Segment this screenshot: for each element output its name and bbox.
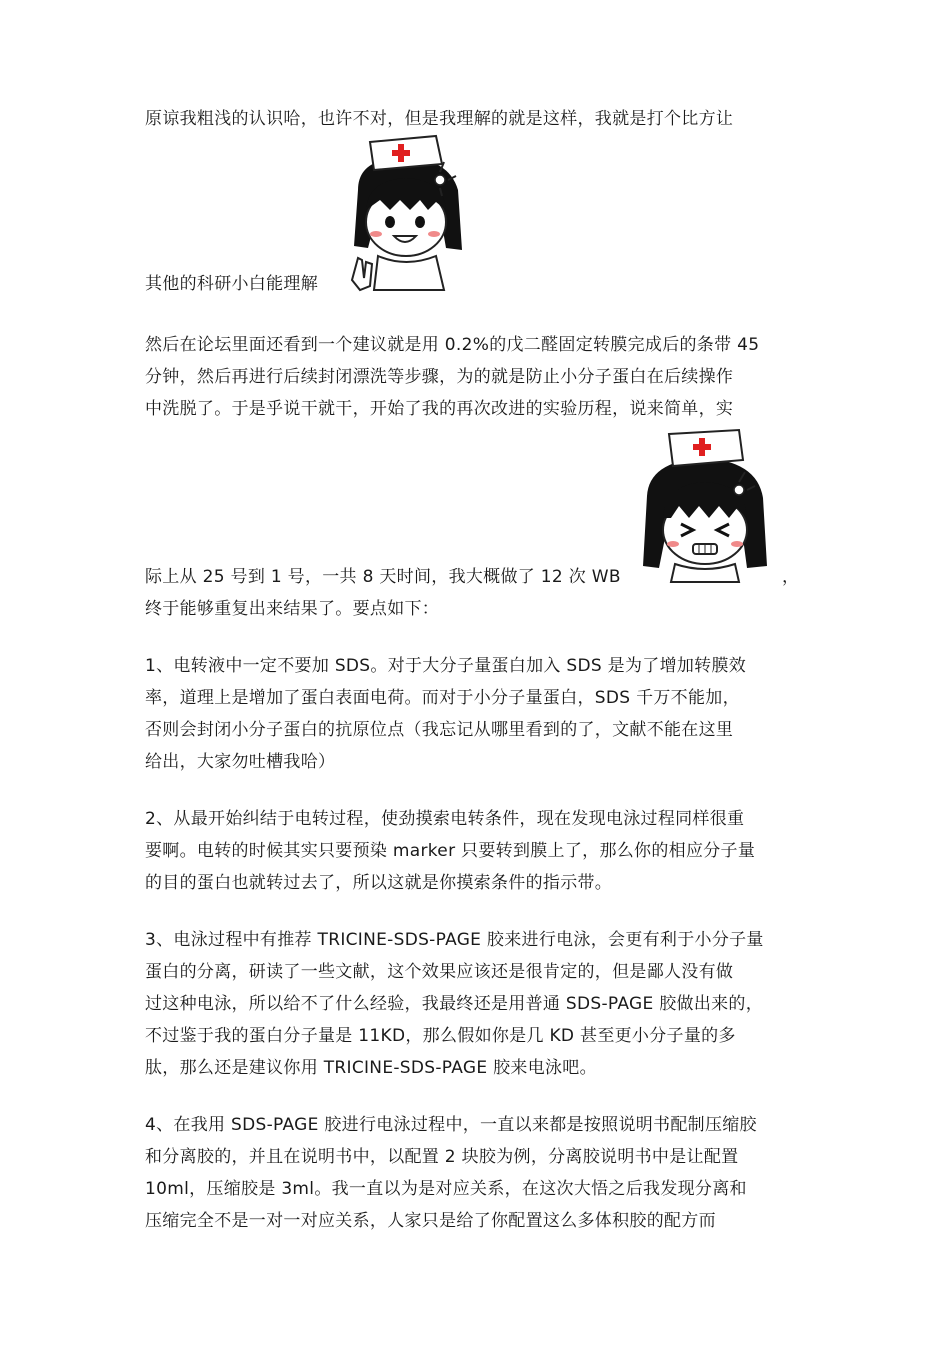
point3-line-2: 蛋白的分离，研读了一些文献，这个效果应该还是很肯定的，但是鄙人没有做 [145, 962, 734, 982]
point3-line-1: 3、电泳过程中有推荐 TRICINE-SDS-PAGE 胶来进行电泳，会更有利于小分子量 [145, 930, 764, 950]
point1-line-3: 否则会封闭小分子蛋白的抗原位点（我忘记从哪里看到的了，文献不能在这里 [145, 720, 734, 740]
point1-line-1: 1、电转液中一定不要加 SDS。对于大分子量蛋白加入 SDS 是为了增加转膜效 [145, 656, 747, 676]
intro-line-1: 原谅我粗浅的认识哈，也许不对，但是我理解的就是这样，我就是打个比方让 [145, 109, 734, 129]
para-line-2: 分钟，然后再进行后续封闭漂洗等步骤，为的就是防止小分子蛋白在后续操作 [145, 367, 734, 387]
point4-line-3: 10ml，压缩胶是 3ml。我一直以为是对应关系，在这次大悟之后我发现分离和 [145, 1179, 747, 1199]
point1-line-2: 率，道理上是增加了蛋白表面电荷。而对于小分子量蛋白，SDS 千万不能加， [145, 688, 740, 708]
point2-line-1: 2、从最开始纠结于电转过程，使劲摸索电转条件，现在发现电泳过程同样很重 [145, 809, 745, 829]
point3-line-5: 肽，那么还是建议你用 TRICINE-SDS-PAGE 胶来电泳吧。 [145, 1058, 597, 1078]
point3-line-4: 不过鉴于我的蛋白分子量是 11KD，那么假如你是几 KD 甚至更小分子量的多 [145, 1026, 736, 1046]
intro-line-2: 其他的科研小白能理解 [145, 274, 318, 294]
point2-line-2: 要啊。电转的时候其实只要预染 marker 只要转到膜上了，那么你的相应分子量 [145, 841, 756, 861]
nurse-girl-frustrated-icon [635, 426, 775, 586]
nurse-girl-victory-icon [338, 130, 478, 300]
point3-line-3: 过这种电泳，所以给不了什么经验，我最终还是用普通 SDS-PAGE 胶做出来的， [145, 994, 764, 1014]
para-line-4-tail: ， [782, 567, 800, 587]
point4-line-4: 压缩完全不是一对一对应关系，人家只是给了你配置这么多体积胶的配方而 [145, 1211, 716, 1231]
para-line-4: 际上从 25 号到 1 号，一共 8 天时间，我大概做了 12 次 WB [145, 567, 621, 587]
point2-line-3: 的目的蛋白也就转过去了，所以这就是你摸索条件的指示带。 [145, 873, 613, 893]
point1-line-4: 给出，大家勿吐槽我哈） [145, 752, 336, 772]
para-line-3: 中洗脱了。于是乎说干就干，开始了我的再次改进的实验历程，说来简单，实 [145, 399, 734, 419]
point4-line-2: 和分离胶的，并且在说明书中，以配置 2 块胶为例，分离胶说明书中是让配置 [145, 1147, 739, 1167]
para-line-1: 然后在论坛里面还看到一个建议就是用 0.2%的戊二醛固定转膜完成后的条带 45 [145, 335, 760, 355]
point4-line-1: 4、在我用 SDS-PAGE 胶进行电泳过程中，一直以来都是按照说明书配制压缩胶 [145, 1115, 757, 1135]
para-line-5: 终于能够重复出来结果了。要点如下： [145, 599, 440, 619]
